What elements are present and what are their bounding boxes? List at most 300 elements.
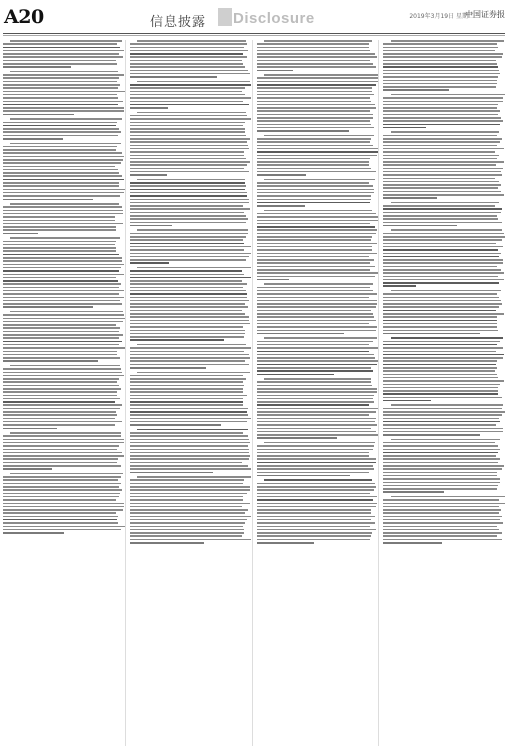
text-line: [130, 421, 247, 423]
text-line: [130, 418, 251, 420]
text-line: [383, 222, 501, 224]
text-line: [257, 182, 369, 184]
text-line: [130, 270, 242, 272]
text-line: [3, 128, 119, 130]
text-line: [130, 189, 245, 191]
issue-date: 2019年3月19日 星期二: [409, 13, 474, 20]
text-block: [383, 290, 505, 334]
text-line: [3, 152, 122, 154]
text-line: [391, 337, 503, 339]
text-line: [383, 117, 500, 119]
text-line: [130, 91, 243, 93]
text-line: [3, 270, 119, 272]
text-line: [257, 174, 307, 176]
text-line: [383, 522, 503, 524]
text-line: [383, 491, 444, 493]
text-line: [383, 124, 500, 126]
text-line: [130, 107, 169, 109]
text-line: [257, 104, 376, 106]
text-line: [383, 424, 495, 426]
text-line: [383, 249, 498, 251]
text-line: [3, 424, 115, 426]
text-line: [3, 185, 119, 187]
text-line: [257, 542, 314, 544]
text-line: [130, 516, 251, 518]
text-block: [257, 40, 379, 71]
text-line: [130, 70, 249, 72]
text-line: [130, 56, 247, 58]
text-line: [257, 506, 376, 508]
text-line: [3, 351, 117, 353]
text-line: [383, 50, 495, 52]
column-3: [257, 40, 380, 746]
text-line: [137, 429, 248, 431]
text-line: [257, 374, 334, 376]
text-line: [130, 449, 249, 451]
text-line: [3, 74, 124, 76]
text-line: [3, 354, 117, 356]
text-line: [130, 468, 252, 470]
text-line: [383, 313, 504, 315]
text-line: [3, 529, 121, 531]
text-columns: [3, 40, 505, 746]
text-block: [3, 71, 125, 115]
text-line: [383, 357, 503, 359]
text-line: [3, 287, 119, 289]
text-line: [3, 260, 122, 262]
text-line: [3, 101, 123, 103]
text-line: [257, 493, 370, 495]
text-line: [130, 435, 248, 437]
text-line: [383, 431, 503, 433]
text-line: [383, 482, 500, 484]
text-line: [130, 303, 245, 305]
text-block: [3, 203, 125, 234]
text-line: [130, 182, 245, 184]
text-line: [3, 385, 119, 387]
text-line: [257, 43, 370, 45]
text-line: [3, 341, 122, 343]
text-line: [3, 146, 117, 148]
text-block: [257, 135, 379, 176]
text-line: [3, 439, 124, 441]
header-rule-thin: [3, 35, 505, 36]
text-line: [130, 512, 245, 514]
text-line: [257, 316, 375, 318]
text-line: [3, 213, 123, 215]
text-line: [383, 135, 497, 137]
text-line: [257, 130, 349, 132]
text-line: [3, 435, 121, 437]
text-line: [391, 131, 499, 133]
column-2: [130, 40, 253, 746]
text-line: [3, 264, 124, 266]
text-line: [383, 465, 504, 467]
text-line: [383, 253, 501, 255]
text-line: [130, 391, 244, 393]
text-line: [257, 239, 371, 241]
text-line: [10, 118, 122, 120]
text-block: [3, 311, 125, 362]
text-line: [130, 360, 245, 362]
text-line: [130, 414, 248, 416]
text-line: [3, 60, 116, 62]
text-line: [130, 158, 246, 160]
text-line: [383, 259, 503, 261]
text-line: [3, 50, 124, 52]
text-line: [130, 199, 250, 201]
text-line: [257, 367, 371, 369]
text-line: [257, 117, 373, 119]
text-line: [264, 479, 373, 481]
text-line: [130, 277, 252, 279]
text-line: [3, 532, 64, 534]
text-line: [257, 47, 370, 49]
text-line: [257, 424, 378, 426]
text-line: [130, 212, 244, 214]
text-line: [3, 169, 118, 171]
text-line: [383, 377, 498, 379]
text-line: [130, 401, 244, 403]
text-line: [3, 300, 120, 302]
text-line: [257, 127, 374, 129]
text-line: [383, 178, 495, 180]
text-line: [383, 97, 502, 99]
text-line: [383, 411, 504, 413]
text-line: [257, 269, 371, 271]
text-line: [383, 218, 498, 220]
text-line: [3, 290, 124, 292]
text-line: [130, 489, 250, 491]
text-line: [3, 418, 115, 420]
text-line: [130, 486, 250, 488]
text-line: [257, 486, 377, 488]
text-line: [257, 428, 372, 430]
text-line: [130, 493, 247, 495]
text-line: [3, 172, 119, 174]
text-line: [130, 131, 245, 133]
text-line: [257, 249, 372, 251]
text-line: [257, 192, 374, 194]
text-line: [130, 138, 250, 140]
text-line: [383, 70, 498, 72]
text-line: [264, 74, 378, 76]
text-line: [3, 368, 121, 370]
text-line: [383, 66, 498, 68]
text-line: [3, 297, 124, 299]
text-line: [130, 424, 221, 426]
text-line: [383, 347, 503, 349]
text-line: [257, 81, 378, 83]
text-line: [391, 40, 504, 42]
text-line: [257, 91, 372, 93]
text-line: [257, 259, 374, 261]
text-line: [3, 189, 125, 191]
text-line: [383, 320, 497, 322]
text-line: [3, 344, 119, 346]
text-line: [257, 421, 376, 423]
text-line: [3, 378, 119, 380]
text-line: [3, 166, 115, 168]
text-line: [383, 323, 497, 325]
text-line: [257, 326, 377, 328]
text-line: [3, 442, 124, 444]
text-line: [257, 53, 375, 55]
text-line: [383, 110, 500, 112]
text-line: [3, 226, 116, 228]
text-line: [130, 243, 244, 245]
text-line: [383, 243, 496, 245]
text-line: [3, 87, 118, 89]
text-line: [3, 428, 57, 430]
text-line: [383, 89, 449, 91]
text-line: [130, 526, 243, 528]
text-line: [130, 333, 245, 335]
text-line: [257, 84, 376, 86]
text-line: [257, 509, 371, 511]
text-line: [383, 367, 497, 369]
text-line: [130, 249, 244, 251]
text-line: [130, 375, 243, 377]
section-title-en: [218, 8, 315, 26]
text-block: [3, 473, 125, 534]
text-line: [130, 283, 248, 285]
section-title-en-text: Disclosure: [233, 10, 315, 27]
text-line: [257, 199, 372, 201]
text-line: [383, 80, 497, 82]
text-line: [257, 272, 378, 274]
text-line: [383, 462, 498, 464]
text-line: [383, 478, 500, 480]
text-line: [3, 303, 122, 305]
text-line: [3, 381, 117, 383]
text-line: [3, 182, 119, 184]
text-line: [257, 171, 376, 173]
text-line: [130, 398, 243, 400]
text-block: [257, 210, 379, 281]
text-line: [383, 333, 480, 335]
text-line: [383, 47, 497, 49]
text-line: [257, 354, 375, 356]
text-line: [3, 206, 122, 208]
text-line: [257, 226, 376, 228]
text-line: [3, 47, 120, 49]
text-line: [3, 512, 116, 514]
text-line: [257, 333, 344, 335]
text-line: [383, 455, 496, 457]
text-line: [383, 468, 502, 470]
text-line: [3, 162, 121, 164]
text-line: [130, 253, 251, 255]
text-line: [10, 71, 118, 73]
text-line: [130, 539, 251, 541]
text-line: [3, 220, 115, 222]
text-line: [257, 87, 372, 89]
text-line: [130, 125, 243, 127]
text-line: [383, 519, 500, 521]
text-line: [257, 529, 377, 531]
text-line: [383, 212, 501, 214]
text-line: [130, 118, 251, 120]
text-line: [3, 91, 125, 93]
text-line: [3, 496, 119, 498]
text-block: [3, 118, 125, 139]
text-line: [257, 168, 372, 170]
text-line: [3, 175, 122, 177]
text-line: [257, 70, 294, 72]
text-line: [383, 184, 500, 186]
text-line: [383, 141, 500, 143]
text-line: [383, 393, 498, 395]
text-line: [257, 437, 337, 439]
text-line: [137, 476, 251, 478]
text-line: [257, 344, 369, 346]
text-block: [130, 267, 252, 341]
text-line: [257, 320, 376, 322]
text-line: [383, 390, 498, 392]
text-line: [257, 97, 371, 99]
text-line: [3, 468, 52, 470]
text-line: [3, 503, 124, 505]
text-line: [257, 205, 306, 207]
text-line: [257, 445, 374, 447]
text-line: [3, 77, 119, 79]
text-line: [3, 244, 115, 246]
text-line: [257, 262, 370, 264]
text-line: [391, 439, 501, 441]
text-line: [264, 179, 375, 181]
text-line: [3, 327, 120, 329]
text-line: [383, 73, 500, 75]
text-line: [130, 174, 167, 176]
text-line: [130, 66, 245, 68]
text-line: [130, 259, 246, 261]
text-line: [383, 60, 496, 62]
text-line: [257, 381, 371, 383]
text-line: [257, 449, 374, 451]
text-line: [10, 40, 121, 42]
text-line: [130, 323, 251, 325]
section-initial-block: [218, 8, 232, 26]
text-line: [257, 287, 370, 289]
text-line: [130, 195, 247, 197]
text-line: [257, 519, 371, 521]
text-line: [383, 120, 502, 122]
text-line: [130, 378, 246, 380]
text-line: [391, 94, 505, 96]
text-line: [257, 114, 374, 116]
text-line: [383, 225, 457, 227]
text-line: [257, 414, 369, 416]
text-line: [383, 509, 501, 511]
text-line: [383, 114, 498, 116]
text-line: [130, 483, 243, 485]
text-line: [257, 124, 372, 126]
text-line: [3, 66, 71, 68]
text-line: [3, 479, 118, 481]
text-line: [3, 159, 123, 161]
text-line: [130, 408, 248, 410]
text-line: [383, 445, 498, 447]
text-line: [130, 43, 247, 45]
text-line: [130, 145, 249, 147]
text-line: [3, 357, 120, 359]
text-line: [264, 210, 372, 212]
text-line: [3, 489, 122, 491]
text-line: [383, 266, 496, 268]
text-line: [264, 378, 371, 380]
text-line: [137, 40, 246, 42]
text-line: [130, 472, 213, 474]
text-line: [130, 395, 247, 397]
text-line: [130, 499, 244, 501]
text-line: [257, 483, 376, 485]
text-line: [3, 483, 121, 485]
text-line: [130, 503, 250, 505]
text-line: [383, 191, 501, 193]
text-line: [383, 310, 496, 312]
text-line: [130, 84, 251, 86]
text-line: [130, 529, 244, 531]
text-line: [130, 104, 249, 106]
text-line: [257, 229, 378, 231]
text-line: [383, 512, 498, 514]
text-line: [3, 43, 117, 45]
text-line: [3, 506, 124, 508]
text-line: [383, 158, 497, 160]
text-line: [3, 411, 116, 413]
text-line: [130, 522, 245, 524]
text-block: [257, 283, 379, 334]
text-line: [383, 442, 495, 444]
text-line: [257, 475, 350, 477]
text-line: [257, 151, 378, 153]
text-line: [383, 208, 502, 210]
text-line: [383, 256, 499, 258]
text-line: [130, 385, 244, 387]
text-line: [257, 195, 371, 197]
text-line: [130, 479, 244, 481]
text-line: [3, 324, 116, 326]
text-line: [257, 101, 372, 103]
text-line: [383, 418, 498, 420]
text-line: [257, 50, 370, 52]
text-line: [130, 218, 249, 220]
text-line: [257, 107, 376, 109]
text-line: [383, 488, 496, 490]
text-line: [130, 336, 244, 338]
text-line: [130, 297, 248, 299]
text-line: [391, 229, 502, 231]
text-block: [257, 442, 379, 476]
text-line: [3, 195, 120, 197]
text-line: [391, 290, 502, 292]
text-block: [3, 365, 125, 429]
text-line: [383, 127, 426, 129]
text-line: [257, 408, 378, 410]
text-line: [130, 135, 246, 137]
text-line: [257, 236, 372, 238]
text-line: [383, 535, 497, 537]
text-block: [130, 112, 252, 176]
text-line: [383, 56, 502, 58]
text-line: [383, 86, 496, 88]
text-line: [383, 83, 497, 85]
text-line: [3, 331, 119, 333]
text-line: [3, 509, 123, 511]
header-rule: [3, 33, 505, 34]
text-line: [3, 360, 98, 362]
